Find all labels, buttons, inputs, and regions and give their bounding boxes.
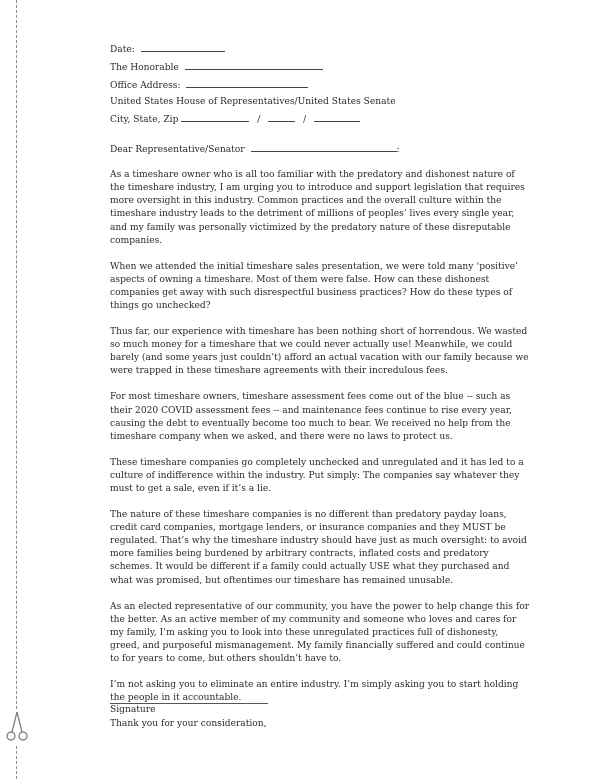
salutation	[110, 142, 530, 157]
house-line: United States House of Representatives/United States Senate	[110, 96, 396, 107]
paragraph-2: When we attended the initial timeshare sales presentation, we were told many ‘positive’ aspects of owning a timeshare. Most of them were false. How can these dishonest companies get away with such disrespectful business practices? How do these types of things go unchecked?	[110, 261, 519, 311]
honorable-label: The Honorable	[110, 62, 179, 73]
paragraph-4: For most timeshare owners, timeshare assessment fees come out of the blue -- such as their 2020 COVID assessment fees -- and maintenance fees continue to rise every year, causing the debt to eventually become too much to bear. We received no help from the timeshare company when we asked, and there were no laws to protect us.	[110, 392, 512, 442]
office-blank[interactable]	[186, 78, 308, 88]
date-label: Date:	[110, 45, 135, 55]
city-blank[interactable]	[181, 112, 249, 122]
paragraph-3: Thus far, our experience with timeshare has been nothing short of horrendous. We wasted so much money for a timeshare that we could never actually use! Meanwhile, we could barely (and some years just couldn’t) afford an actual vacation with our family because we were trapped in these timeshare agreements with their incredulous fees.	[110, 327, 529, 377]
paragraph-7: As an elected representative of our community, you have the power to help change this for the better. As an active member of my community and someone who loves and cares for my family, I’m asking you to look into these unregulated practices full of dishonesty, greed, and purposeful mismanagement. My family financially suffered and could continue to for years to come, but others shouldn’t have to.	[110, 601, 530, 665]
paragraph-6: The nature of these timeshare companies is no different than predatory payday loans, credit card companies, mortgage lenders, or insurance companies and they MUST be regulated. That’s why the timeshare industry should have just as much oversight: to avoid more families being burdened by arbitrary contracts, inflated costs and predatory schemes. It would be different if a family could actually USE what they purchased and what was promised, but oftentimes our timeshare has remained unusable.	[110, 510, 527, 586]
paragraph-5: These timeshare companies go completely unchecked and unregulated and it has led to a culture of indifference within the industry. Put simply: The companies say whatever they must to get a sale, even if it’s a lie.	[110, 457, 524, 494]
salutation-suffix: :	[396, 145, 400, 156]
cut-line	[16, 0, 17, 779]
honorable-row	[110, 60, 530, 75]
date-blank[interactable]	[141, 42, 225, 52]
closing: Thank you for your consideration,	[110, 719, 267, 730]
salutation-prefix: Dear Representative/Senator	[110, 145, 245, 156]
signature-label: Signature	[110, 705, 156, 715]
slash-2: /	[303, 114, 307, 125]
paragraph-8: I’m not asking you to eliminate an entire industry. I’m simply asking you to start holding the people in it accountable.	[110, 680, 519, 704]
zip-blank[interactable]	[314, 112, 360, 122]
letter-body	[110, 42, 530, 744]
honorable-blank[interactable]	[185, 60, 323, 70]
paragraph-1: As a timeshare owner who is all too familiar with the predatory and dishonest nature of the timeshare industry, I am urging you to introduce and support legislation that requires more oversight in this industry. Common practices and the overall culture within the timeshare industry leads to the detriment of millions of peoples’ lives every single year, and my family was personally victimized by the predatory nature of these disreputable companies.	[110, 170, 525, 246]
recipient-blank[interactable]	[251, 142, 397, 152]
city-label: City, State, Zip	[110, 114, 179, 125]
signature-line[interactable]	[110, 703, 268, 704]
slash-1: /	[257, 114, 261, 125]
date-row	[110, 42, 530, 57]
office-row	[110, 78, 530, 93]
scissors-icon	[6, 710, 28, 744]
city-row	[110, 112, 530, 127]
office-label: Office Address:	[110, 80, 181, 91]
state-blank[interactable]	[268, 112, 295, 122]
